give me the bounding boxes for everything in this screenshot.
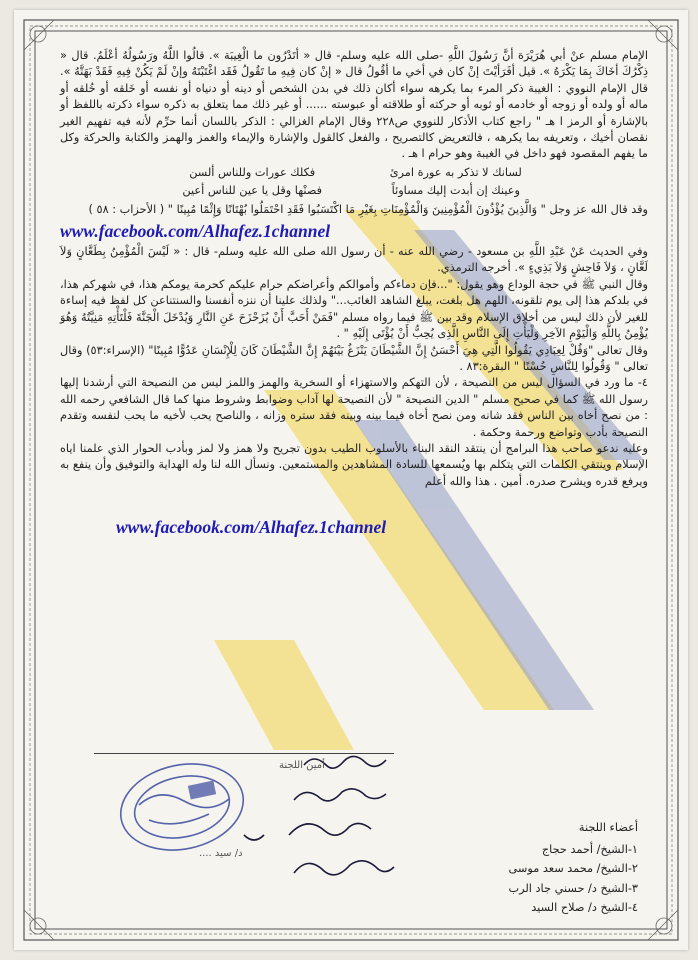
committee-member-1: ١-الشيخ/ أحمد حجاج xyxy=(541,842,638,856)
paragraph-advice: ٤- ما ورد في السؤال ليس من النصيحة ، لأن التهكم والاستهزاء أو السخرية والهمز واللمز ليس من النصيحة التي أرشدنا إليها رسول الله ﷺ كما في صحيح مسلم " الدين النصيحة " لأن النصيحة لها آداب وضوابط وشروط منها كما قال الشافعي رحمه الله : من نصح أخاه بين الناس فقد شانه ومن نصح أخاه فيما بينه وبينه فقد ستره وزانه ، والناصح يحب لأخيه ما يحب لنفسه وتقدم النصيحة بأدب وتواضع ورحمة وحكمة . xyxy=(60,376,648,439)
poem-verse-2 xyxy=(60,183,648,199)
committee-secretary-name: د/ سيد .... xyxy=(199,848,243,859)
paragraph-quran-isra: وقال تعالى "وَقُلْ لِعِبَادِي يَقُولُوا الَّتِي هِيَ أَحْسَنُ إِنَّ الشَّيْطَانَ يَنْزَغُ بَيْنَهُمْ إِنَّ الشَّيْطَانَ كَانَ لِلْإِنْسَانِ عَدُوًّا مُبِينًا" (الإسراء:٥٣) وقال تعالى " وَقُولُوا لِلنَّاسِ حُسْنًا " البقرة:٨٣ . xyxy=(60,343,648,373)
committee-member-4: ٤-الشيخ د/ صلاح السيد xyxy=(531,901,638,914)
stamp-and-signatures xyxy=(94,745,454,945)
facebook-link-top[interactable]: www.facebook.com/Alhafez.1channel xyxy=(60,221,331,242)
paragraph-quran-ahzab: وقد قال الله عز وجل " وَالَّذِينَ يُؤْذُونَ الْمُؤْمِنِينَ وَالْمُؤْمِنَاتِ بِغَيْرِ مَا اكْتَسَبُوا فَقَدِ احْتَمَلُوا بُهْتَانًا وَإِثْمًا مُبِينًا " ( الأحزاب : ٥٨ ) xyxy=(88,202,648,216)
poem-verse-1 xyxy=(60,165,648,181)
signature-scribbles xyxy=(244,756,394,874)
paragraph-hadith-tirmidhi: وفي الحديث عَنْ عَبْدِ اللَّهِ بن مسعود - رضي الله عنه - أن رسول الله صلى الله عليه وسلم- قال : « لَيْسَ الْمُؤْمِنُ بِطَعَّانٍ وَلاَ لَعَّانٍ ، وَلاَ فَاحِشٍ وَلاَ بَذِيءٍ ». أخرجه الترمذي. xyxy=(60,245,648,275)
paragraph-farewell-sermon: وقال النبي ﷺ في حجة الوداع وهو يقول: "...فإن دماءكم وأموالكم وأعراضكم حرام عليكم كحرمة يومكم هذا، في شهركم هذا، في بلدكم هذا إلى يوم تلقونه، اللهم هل بلغت، يبلغ الشاهد الغائب..." ولذلك علينا أن ننزه أنفسنا والسنتناعن كل لفظ فيه إساءة للغير لأن ذلك ليس من أخلاق الإسلام وقد بين ﷺ فيما رواه مسلم "فَمَنْ أَحَبَّ أَنْ يُزَحْزَحَ عَنِ النَّارِ وَيُدْخَلَ الْجَنَّةَ فَلْتَأْتِهِ مَنِيَّتُهُ وَهُوَ يُؤْمِنُ بِاللَّهِ وَالْيَوْمِ الآخِرِ وَلْيَأْتِ إِلَى النَّاسِ الَّذِى يُحِبُّ أَنْ يُؤْتَى إِلَيْهِ " . xyxy=(60,277,648,341)
main-text xyxy=(60,48,648,538)
committee-secretary-label: أمين اللجنة xyxy=(279,760,325,771)
paragraph-conclusion: وعليه ندعو صاحب هذا البرامج أن ينتقد النقد البناء بالأسلوب الطيب بدون تجريح ولا همز ولا لمز وبأدب الحوار الذي علمنا اياه الإسلام وينتقي الكلمات التي يتكلم بها ويُسمعها للسادة المشاهدين والمستمعين. ونسأل الله لنا وله الهداية والتوفيق وأن ينفع به ويرفع قدره ويشرح صدره. أمين . هذا والله أعلم xyxy=(60,441,648,488)
verse-2-second-half: فصنْها وقل يا عين للناس أعين xyxy=(182,184,323,198)
verse-1-first-half: لسانك لا تذكر به عورة امرئ xyxy=(389,165,522,179)
committee-members xyxy=(468,818,638,918)
paragraph-ghiba: الإمام مسلم عنْ أبي هُرَيْرَة أنَّ رَسُولَ اللَّهِ -صلى الله عليه وسلم- قال « أتَدْرُون ما الْغِيبَة ». قالُوا اللَّهُ ورَسُولُهُ أعْلَمُ. قال « ذِكْرُكَ أخَاكَ بِمَا يَكْرَهُ ». قيل أفَرَأيْتَ إنْ كان في أخي ما أقُولُ قال « إنْ كان فِيهِ ما تَقُولُ فَقَد اغْتَبْتَهُ وإنْ لَمْ يَكُنْ فِيهِ فَقَدْ بَهَتَّهُ ». قال الإمام النووي : الغيبة ذكر المرء بما يكرهه سواء أكان ذلك في بدن الشخص أو دينه أو دنياه أو نفسه أو خَلقه أو خُلقه أو ماله أو ولده أو زوجه أو خادمه أو ثوبه أو حركته أو طلاقته أو عبوسته ...... أو غير ذلك مما يتعلق به ذكره سواء ذكرته باللفظ أو بالإشارة أو الرمز ا هـ " راجع كتاب الأذكار للنووي ص٢٢٨ وقال الإمام الغزالي : الذكر باللسان أنما حرِّم لأنه فيه تفهيم الغير نقصان أخيك ، وتعريفه بما يكرهه ، فالتعريض كالتصريح ، والفعل كالقول والإشارة والإيماء والغمز والهمز والكتابة والحركة وكل ما يفهم المقصود فهو داخل في الغيبة وهو حرام ا هـ . xyxy=(60,49,648,161)
committee-member-3: ٣-الشيخ د/ حسني جاد الرب xyxy=(508,881,638,895)
document-page xyxy=(14,10,688,950)
official-stamp xyxy=(113,753,252,861)
facebook-link-bottom[interactable]: www.facebook.com/Alhafez.1channel xyxy=(116,517,387,538)
committee-title: أعضاء اللجنة xyxy=(578,821,638,834)
verse-1-second-half: فكلك عورات وللناس ألسن xyxy=(189,165,316,179)
stamp-inner-mark xyxy=(188,780,216,799)
committee-member-2: ٢-الشيخ/ محمد سعد موسى xyxy=(508,862,638,875)
verse-2-first-half: وعينك إن أبدت إليك مساوئاً xyxy=(391,184,520,198)
